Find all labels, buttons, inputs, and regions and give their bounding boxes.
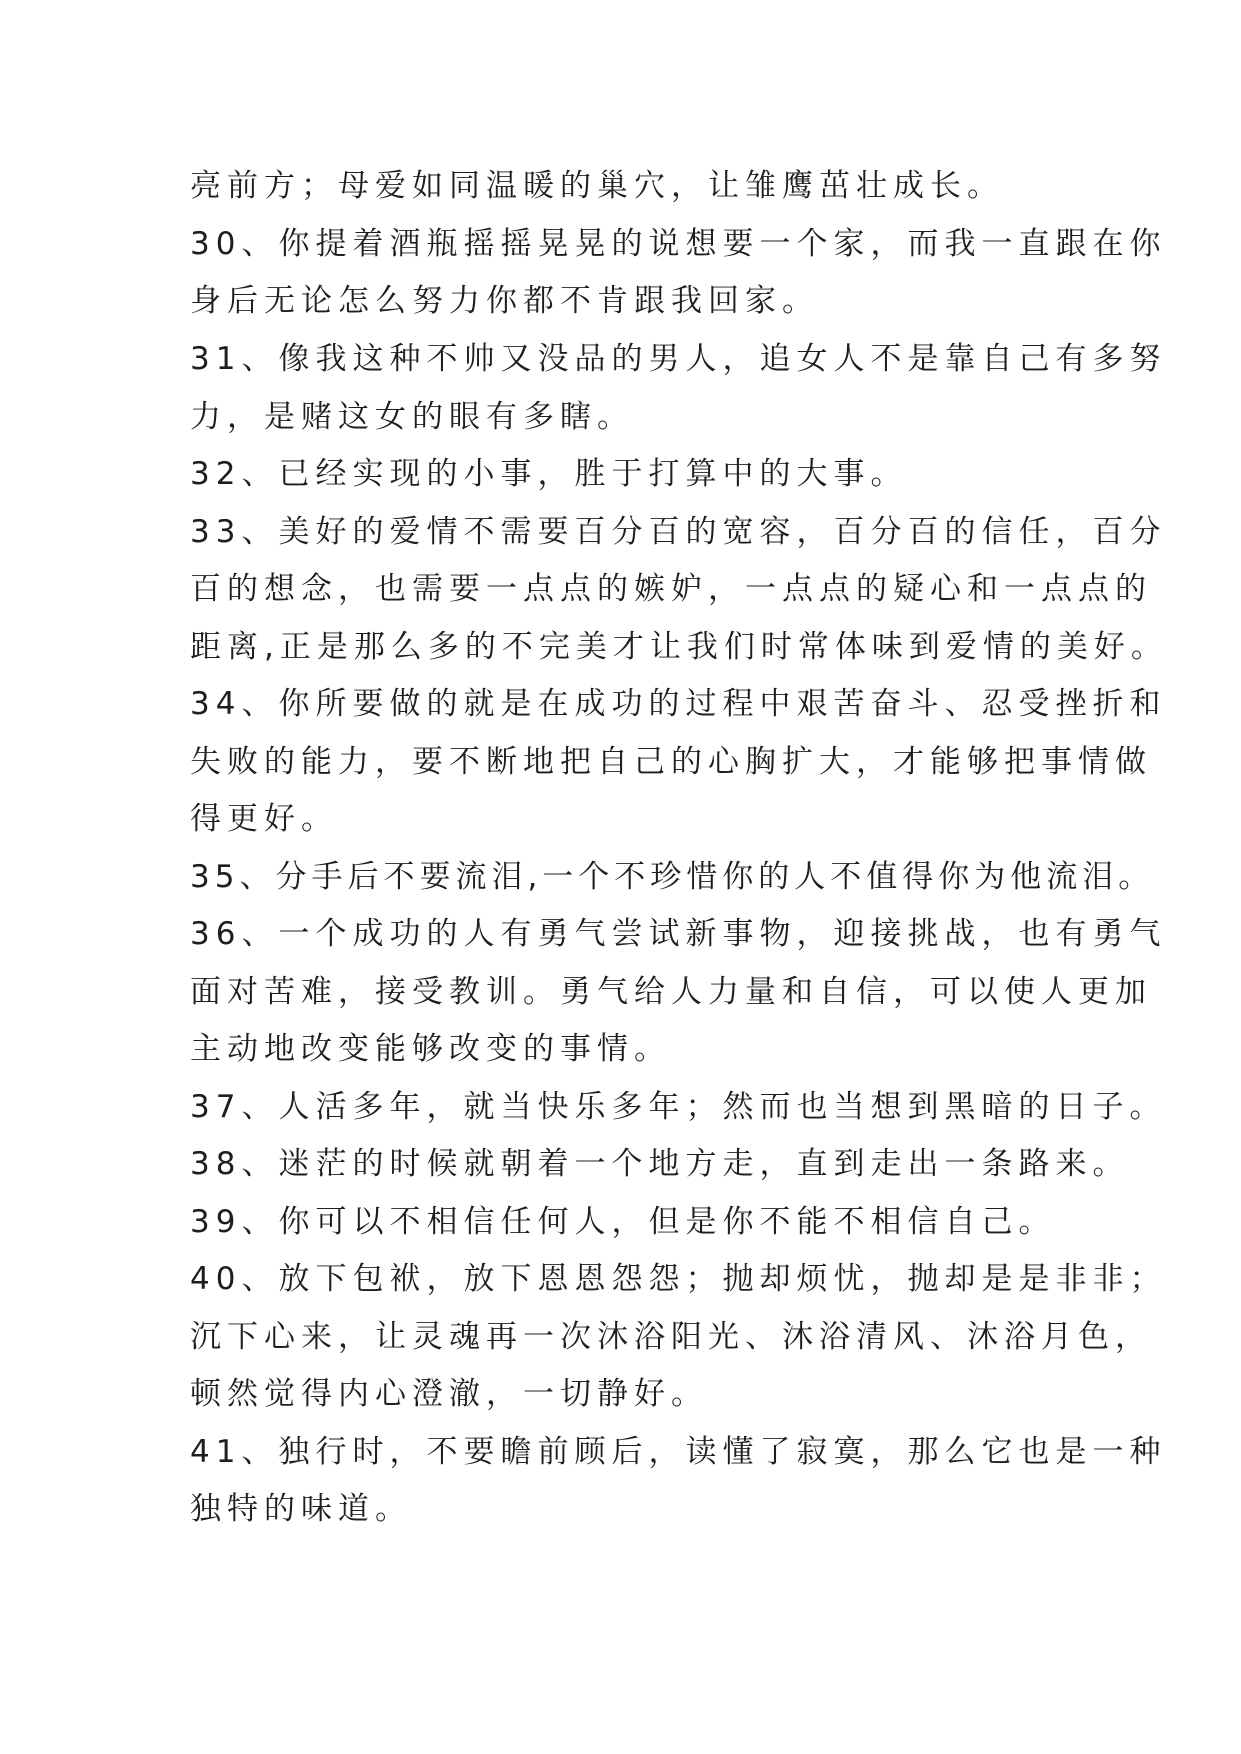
text-line: 40、放下包袱，放下恩恩怨怨；抛却烦忧，抛却是是非非； [190,1261,1167,1297]
text-line: 35、分手后不要流泪,一个不珍惜你的人不值得你为他流泪。 [190,859,1155,895]
text-line: 面对苦难，接受教训。勇气给人力量和自信，可以使人更加 [190,974,1152,1010]
text-line: 37、人活多年，就当快乐多年；然而也当想到黑暗的日子。 [190,1089,1167,1125]
text-line: 百的想念，也需要一点点的嫉妒，一点点的疑心和一点点的 [190,571,1152,607]
text-line: 身后无论怎么努力你都不肯跟我回家。 [190,283,819,319]
text-line: 力，是赌这女的眼有多瞎。 [190,399,634,435]
text-line: 独特的味道。 [190,1491,412,1527]
text-line: 33、美好的爱情不需要百分百的宽容，百分百的信任，百分 [190,514,1167,550]
text-line: 主动地改变能够改变的事情。 [190,1031,671,1067]
text-line: 距离,正是那么多的不完美才让我们时常体味到爱情的美好。 [190,629,1168,665]
text-line: 失败的能力，要不断地把自己的心胸扩大，才能够把事情做 [190,744,1152,780]
text-line: 31、像我这种不帅又没品的男人，追女人不是靠自己有多努 [190,341,1167,377]
text-line: 39、你可以不相信任何人，但是你不能不相信自己。 [190,1204,1056,1240]
text-line: 沉下心来，让灵魂再一次沐浴阳光、沐浴清风、沐浴月色， [190,1319,1152,1355]
text-line: 38、迷茫的时候就朝着一个地方走，直到走出一条路来。 [190,1146,1130,1182]
text-line: 亮前方；母爱如同温暖的巢穴，让雏鹰茁壮成长。 [190,168,1004,204]
text-line: 36、一个成功的人有勇气尝试新事物，迎接挑战，也有勇气 [190,916,1167,952]
text-line: 顿然觉得内心澄澈，一切静好。 [190,1376,708,1412]
text-line: 34、你所要做的就是在成功的过程中艰苦奋斗、忍受挫折和 [190,686,1167,722]
text-line: 32、已经实现的小事，胜于打算中的大事。 [190,456,908,492]
text-line: 30、你提着酒瓶摇摇晃晃的说想要一个家，而我一直跟在你 [190,226,1167,262]
text-line: 得更好。 [190,801,338,837]
text-line: 41、独行时，不要瞻前顾后，读懂了寂寞，那么它也是一种 [190,1434,1167,1470]
